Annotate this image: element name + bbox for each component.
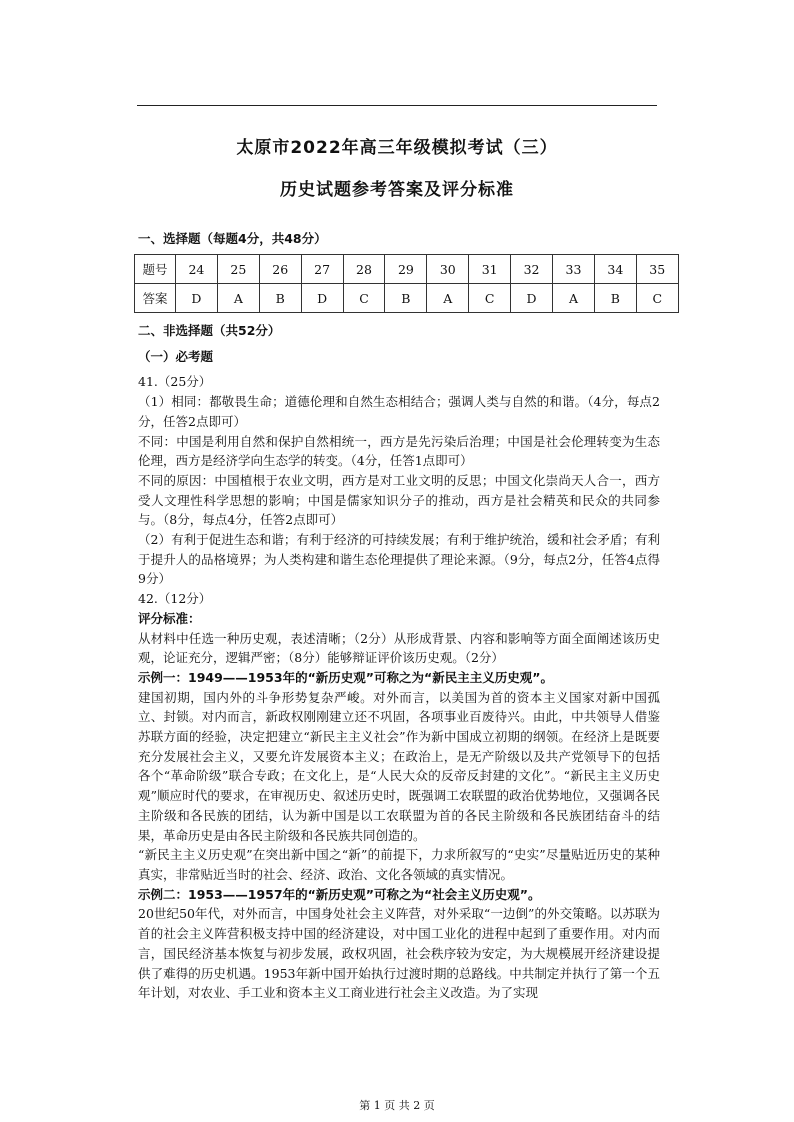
- page-number: 第 1 页 共 2 页: [359, 1099, 435, 1112]
- answer-cell: A: [553, 284, 595, 313]
- question-number-row: [135, 255, 679, 284]
- answer-cell: A: [217, 284, 259, 313]
- answer-cell: D: [511, 284, 553, 313]
- answer-row: [135, 284, 679, 313]
- section1-heading: 一、选择题（每题4分，共48分）: [138, 231, 327, 246]
- example1-paragraph: “新民主主义历史观”在突出新中国之“新”的前提下，力求所叙写的“史实”尽量贴近历史的某种真实，非常贴近当时的社会、经济、政治、文化各领域的真实情况。: [138, 847, 660, 882]
- example1-title: 示例一：1949——1953年的“新历史观”可称之为“新民主主义历史观”。: [138, 669, 553, 685]
- q41-label: 41.（25分）: [138, 374, 212, 390]
- exam-title: 太原市2022年高三年级模拟考试（三）: [236, 138, 558, 158]
- row-label-question: 题号: [135, 255, 176, 284]
- answer-content: [138, 321, 660, 1003]
- answer-cell: C: [469, 284, 511, 313]
- answer-table: [134, 254, 679, 313]
- answer-cell: B: [385, 284, 427, 313]
- question-number: 26: [259, 255, 301, 284]
- answer-cell: B: [259, 284, 301, 313]
- answer-cell: D: [301, 284, 343, 313]
- criteria-heading: 评分标准：: [138, 610, 201, 626]
- row-label-answer: 答案: [135, 284, 176, 313]
- answer-cell: B: [594, 284, 636, 313]
- example1-paragraph: 建国初期，国内外的斗争形势复杂严峻。对外而言，以美国为首的资本主义国家对新中国孤立、封锁。对内而言，新政权刚刚建立还不巩固，各项事业百废待兴。由此，中共领导人借鉴苏联方面的经验，决定把建立“新民主主义社会”作为新中国成立初期的纲领。在经济上是既要充分发展社会主义，又要允许发展资本主义；在政治上，是无产阶级以及共产党领导下的包括各个“革命阶级”联合专政；在文化上，是“人民大众的反帝反封建的文化”。“新民主主义历史观”顺应时代的要求，在审视历史、叙述历史时，既强调工农联盟的政治优势地位，又强调各民主阶级和各民族的团结，认为新中国是以工农联盟为首的各民主阶级和各民族团结奋斗的结果，革命历史是由各民主阶级和各民族共同创造的。: [138, 689, 660, 843]
- question-number: 32: [511, 255, 553, 284]
- answer-cell: C: [343, 284, 385, 313]
- example2-title: 示例二：1953——1957年的“新历史观”可称之为“社会主义历史观”。: [138, 886, 541, 902]
- answer-cell: D: [176, 284, 218, 313]
- header-rule: [137, 105, 657, 106]
- question-number: 25: [217, 255, 259, 284]
- question-number: 33: [553, 255, 595, 284]
- section2-heading: 二、非选择题（共52分）: [138, 323, 281, 338]
- example2-paragraph: 20世纪50年代，对外而言，中国身处社会主义阵营，对外采取“一边倒”的外交策略。以苏联为首的社会主义阵营积极支持中国的经济建设，对中国工业化的进程中起到了重要作用。对内而言，国民经济基本恢复与初步发展，政权巩固，社会秩序较为安定，为大规模展开经济建设提供了难得的历史机遇。1953年新中国开始执行过渡时期的总路线。中共制定并执行了第一个五年计划，对农业、手工业和资本主义工商业进行社会主义改造。为了实现: [138, 906, 660, 1001]
- q41-paragraph: （2）有利于促进生态和谐；有利于经济的可持续发展；有利于维护统治，缓和社会矛盾；有利于提升人的品格境界；为人类构建和谐生态伦理提供了理论来源。（9分，每点2分，任答4点得9分）: [138, 532, 660, 587]
- question-number: 35: [636, 255, 678, 284]
- question-number: 27: [301, 255, 343, 284]
- exam-subtitle: 历史试题参考答案及评分标准: [280, 180, 514, 200]
- q41-paragraph: 不同的原因：中国植根于农业文明，西方是对工业文明的反思；中国文化崇尚天人合一，西方受人文理性科学思想的影响；中国是儒家知识分子的推动，西方是社会精英和民众的共同参与。（8分，每点4分，任答2点即可）: [138, 472, 660, 528]
- question-number: 24: [176, 255, 218, 284]
- criteria-text: 从材料中任选一种历史观，表述清晰；（2分）从形成背景、内容和影响等方面全面阐述该历史观，论证充分，逻辑严密；（8分）能够辩证评价该历史观。（2分）: [138, 630, 660, 666]
- q41-paragraph: （1）相同：都敬畏生命；道德伦理和自然生态相结合；强调人类与自然的和谐。（4分，每点2分，任答2点即可）: [138, 394, 660, 429]
- question-number: 34: [594, 255, 636, 284]
- q41-paragraph: 不同：中国是利用自然和保护自然相统一，西方是先污染后治理；中国是社会伦理转变为生态伦理，西方是经济学向生态学的转变。（4分，任答1点即可）: [138, 433, 660, 469]
- question-number: 31: [469, 255, 511, 284]
- answer-cell: A: [427, 284, 469, 313]
- q42-label: 42.（12分）: [138, 591, 212, 607]
- question-number: 29: [385, 255, 427, 284]
- answer-cell: C: [636, 284, 678, 313]
- section2-subheading: （一）必考题: [138, 348, 214, 364]
- question-number: 28: [343, 255, 385, 284]
- question-number: 30: [427, 255, 469, 284]
